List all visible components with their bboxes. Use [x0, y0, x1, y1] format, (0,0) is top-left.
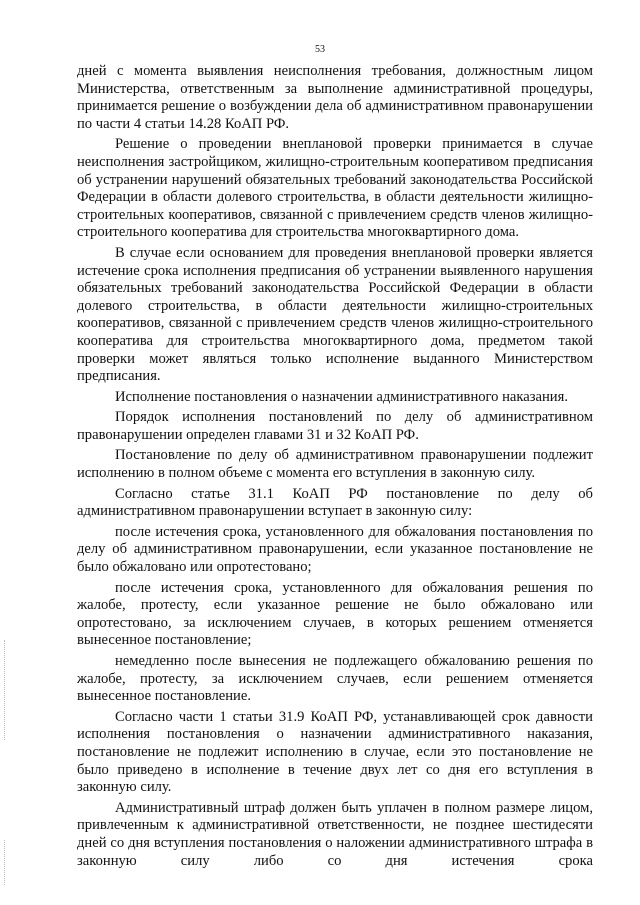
paragraph-7: Согласно статье 31.1 КоАП РФ постановление по делу об административном правонарушении вступает в законную силу: — [77, 485, 593, 520]
paragraph-5: Порядок исполнения постановлений по делу об административном правонарушении определен главами 31 и 32 КоАП РФ. — [77, 409, 593, 443]
paragraph-4: Исполнение постановления о назначении административного наказания. — [115, 388, 568, 405]
paragraph-8: после истечения срока, установленного для обжалования постановления по делу об административном правонарушении, если указанное постановление не было обжаловано или опротестовано; — [77, 523, 593, 576]
paragraph-9: после истечения срока, установленного для обжалования решения по жалобе, протесту, если указанное решение не было обжаловано или опротестовано, за исключением случаев, в которых решением отменяется вынесенное постановление; — [77, 579, 593, 649]
paragraph-2: Решение о проведении внеплановой проверки принимается в случае неисполнения застройщиком, жилищно-строительным кооперативом предписания об устранении нарушений обязательных требований законодательства Российской Федерации в области долевого строительства, в области деятельности жилищно-строительных кооперативов, связанной с привлечением средств членов жилищно-строительного кооператива для строительства многоквартирного дома. — [77, 136, 593, 241]
document-body — [77, 63, 593, 873]
paragraph-12: Административный штраф должен быть уплачен в полном размере лицом, привлеченным к административной ответственности, не позднее шестидесяти дней со дня вступления постановления о наложении административного штрафа в законную силу либо со дня истечения срока — [77, 799, 593, 869]
page-number: 53 — [315, 44, 325, 55]
paragraph-1: дней с момента выявления неисполнения требования, должностным лицом Министерства, ответственным за выполнение административной процедуры, принимается решение о возбуждении дела об административном правонарушении по части 4 статьи 14.28 КоАП РФ. — [77, 63, 593, 132]
scan-margin-mark-lower — [4, 840, 9, 885]
paragraph-11: Согласно части 1 статьи 31.9 КоАП РФ, устанавливающей срок давности исполнения постановления о назначении административного наказания, постановление не подлежит исполнению в случае, если это постановление не было приведено в исполнение в течение двух лет со дня его вступления в законную силу. — [77, 708, 593, 796]
paragraph-10: немедленно после вынесения не подлежащего обжалованию решения по жалобе, протесту, за исключением случаев, если решением отменяется вынесенное постановление. — [77, 653, 593, 705]
scan-margin-mark — [4, 640, 9, 740]
paragraph-3: В случае если основанием для проведения внеплановой проверки является истечение срока исполнения предписания об устранении выявленного нарушения обязательных требований законодательства Российской Федерации в области долевого строительства, в области деятельности жилищно-строительных кооперативов, связанной с привлечением средств членов жилищно-строительного кооператива для строительства многоквартирного дома, предметом такой проверки может являться только исполнение выданного Министерством предписания. — [77, 244, 593, 385]
paragraph-6: Постановление по делу об административном правонарушении подлежит исполнению в полном объеме с момента его вступления в законную силу. — [77, 447, 593, 482]
